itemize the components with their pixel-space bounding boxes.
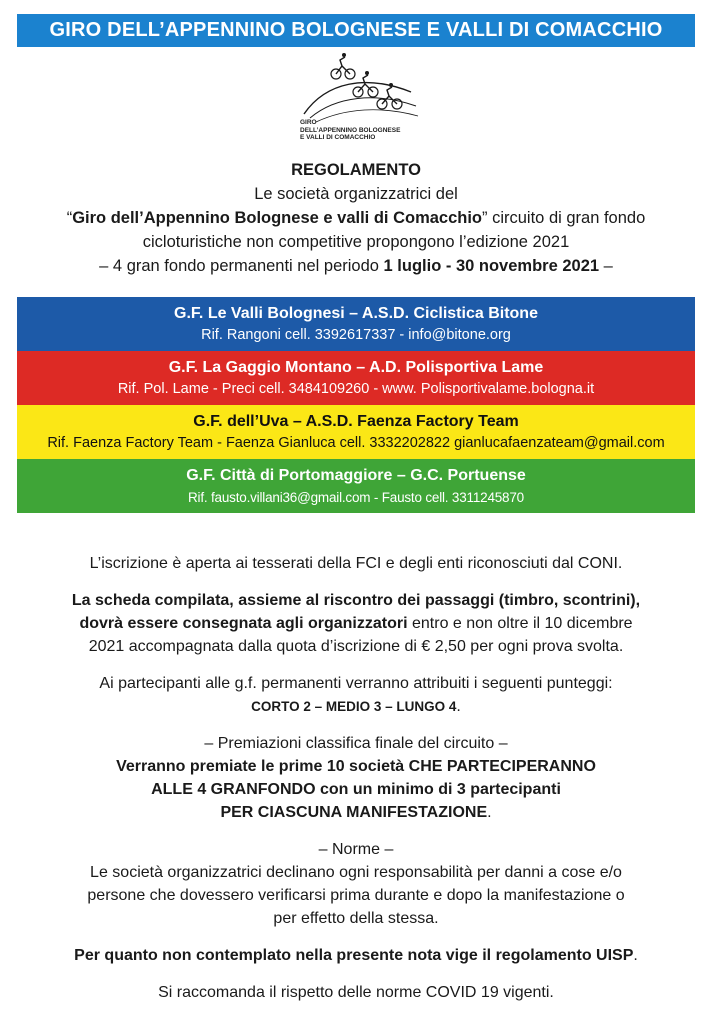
- event-band: [17, 459, 695, 513]
- rules-body: [0, 552, 712, 1004]
- norms-line-1: Le società organizzatrici declinano ogni responsabilità per danni a cose e/o: [90, 864, 622, 881]
- form-paragraph-line-3: 2021 accompagnata dalla quota d’iscrizione di € 2,50 per ogni prova svolta.: [88, 638, 624, 655]
- period-dates: 1 luglio - 30 novembre 2021: [383, 257, 600, 275]
- form-paragraph-line-1: La scheda compilata, assieme al riscontro dei passaggi (timbro, scontrini),: [71, 592, 641, 609]
- intro-line-1: Le società organizzatrici del: [254, 185, 458, 203]
- event-band: [17, 351, 695, 405]
- points-paragraph: Ai partecipanti alle g.f. permanenti verranno attribuiti i seguenti punteggi:: [99, 675, 613, 692]
- event-title: G.F. Le Valli Bolognesi – A.S.D. Ciclistica Bitone: [174, 304, 538, 322]
- norms-line-2: persone che dovessero verificarsi prima durante e dopo la manifestazione o: [87, 887, 625, 904]
- logo-caption: GIRO DELL’APPENNINO BOLOGNESE E VALLI DI COMACCHIO: [300, 119, 401, 141]
- awards-line-1: Verranno premiate le prime 10 società CHE PARTECIPERANNO: [116, 758, 596, 775]
- awards-line-2: ALLE 4 GRANFONDO con un minimo di 3 partecipanti: [151, 781, 561, 798]
- header-banner: [17, 14, 695, 47]
- intro-line-2: “Giro dell’Appennino Bolognese e valli di Comacchio” circuito di gran fondo: [66, 209, 646, 227]
- circuit-name: Giro dell’Appennino Bolognese e valli di Comacchio: [72, 209, 483, 227]
- form-paragraph-line-2: dovrà essere consegnata agli organizzatori entro e non oltre il 10 dicembre: [79, 615, 633, 632]
- event-contact: Rif. fausto.villani36@gmail.com - Fausto cell. 3311245870: [188, 489, 524, 505]
- event-title: G.F. La Gaggio Montano – A.D. Polisportiva Lame: [168, 358, 544, 376]
- event-band: [17, 297, 695, 351]
- event-title: G.F. dell’Uva – A.S.D. Faenza Factory Team: [193, 412, 519, 430]
- event-contact: Rif. Pol. Lame - Preci cell. 3484109260 - www. Polisportivalame.bologna.it: [117, 380, 595, 397]
- event-contact: Rif. Faenza Factory Team - Faenza Gianluca cell. 3332202822 gianlucafaenzateam@gmail.com: [47, 434, 665, 451]
- event-title: G.F. Città di Portomaggiore – G.C. Portuense: [186, 466, 526, 484]
- event-contact: Rif. Rangoni cell. 3392617337 - info@bitone.org: [201, 326, 511, 343]
- event-band: [17, 405, 695, 459]
- intro-line-3: cicloturistiche non competitive propongono l’edizione 2021: [142, 233, 570, 251]
- intro-line-4: – 4 gran fondo permanenti nel periodo 1 luglio - 30 novembre 2021 –: [99, 257, 613, 275]
- intro-section: [0, 158, 712, 278]
- banner-title: GIRO DELL’APPENNINO BOLOGNESE E VALLI DI COMACCHIO: [49, 19, 663, 41]
- awards-line-3: PER CIASCUNA MANIFESTAZIONE.: [220, 804, 492, 821]
- uisp-paragraph: Per quanto non contemplato nella presente nota vige il regolamento UISP.: [74, 947, 638, 964]
- points-scores: CORTO 2 – MEDIO 3 – LUNGO 4.: [251, 698, 461, 715]
- events-list: [17, 297, 695, 513]
- covid-paragraph: Si raccomanda il rispetto delle norme COVID 19 vigenti.: [158, 984, 554, 1001]
- norms-line-3: per effetto della stessa.: [273, 910, 439, 927]
- cyclists-logo-icon: [296, 52, 426, 158]
- regolamento-heading: REGOLAMENTO: [291, 161, 421, 179]
- registration-paragraph: L’iscrizione è aperta ai tesserati della FCI e degli enti riconosciuti dal CONI.: [89, 555, 623, 572]
- norms-heading: – Norme –: [318, 841, 394, 858]
- awards-heading: – Premiazioni classifica finale del circuito –: [204, 735, 508, 752]
